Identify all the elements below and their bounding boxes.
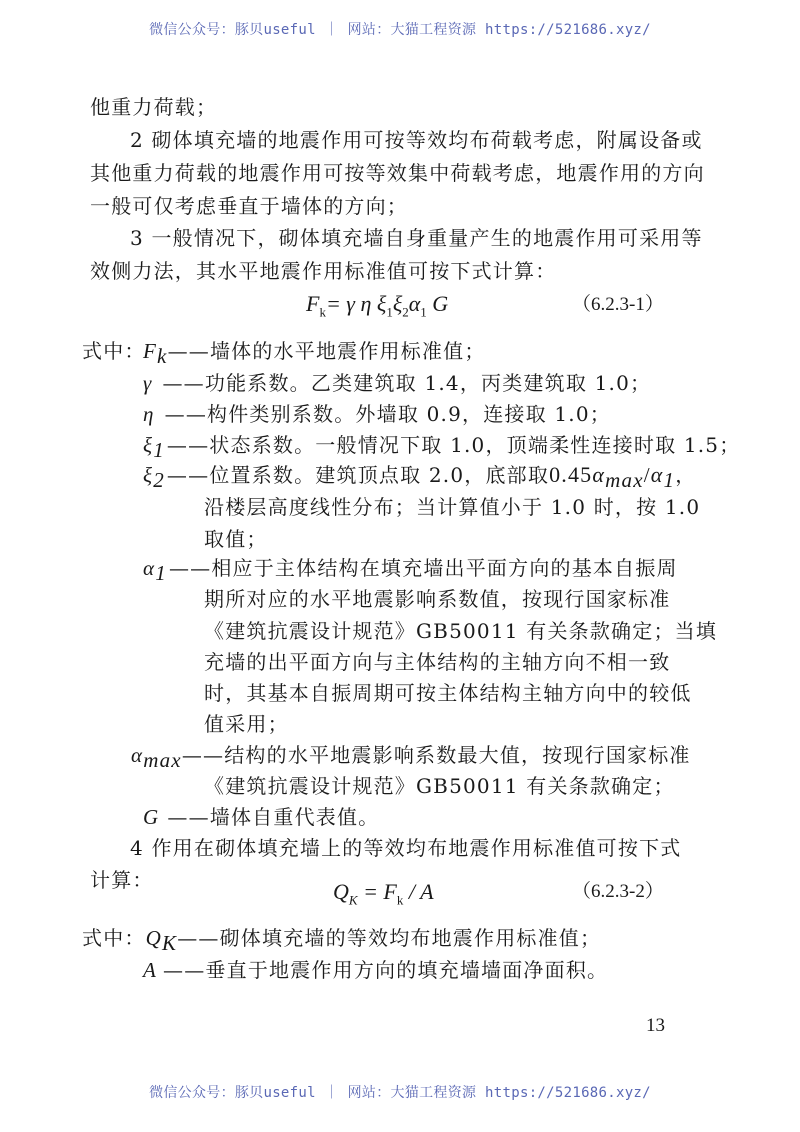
formula-subscript: k bbox=[396, 892, 404, 908]
definition-line bbox=[131, 743, 691, 772]
definition-text: ——功能系数。乙类建筑取 1.4，丙类建筑取 1.0； bbox=[162, 371, 652, 395]
watermark-link[interactable]: https://521686.xyz/ bbox=[485, 22, 651, 38]
where-prefix: 式中： bbox=[82, 926, 146, 950]
definition-text: ——位置系数。建筑顶点取 2.0，底部取 bbox=[166, 463, 550, 487]
definition-symbol: ξ bbox=[143, 463, 154, 487]
definition-subscript: 1 bbox=[663, 468, 676, 492]
definition-continuation: 《建筑抗震设计规范》GB50011 有关条款确定；当填 bbox=[204, 619, 718, 643]
equation-number: （6.2.3-2） bbox=[572, 881, 664, 902]
formula-subscript: K bbox=[348, 892, 358, 908]
definition-symbol: α bbox=[592, 462, 606, 487]
definition-continuation: 充墙的出平面方向与主体结构的主轴方向不相一致 bbox=[204, 650, 671, 674]
definition-text: ——相应于主体结构在填充墙出平面方向的基本自振周 bbox=[168, 556, 678, 580]
watermark-link[interactable]: https://521686.xyz/ bbox=[485, 1085, 651, 1101]
definition-continuation: 取值； bbox=[204, 527, 268, 551]
watermark-text: 微信公众号：豚贝useful ｜ 网站：大猫工程资源 bbox=[149, 22, 486, 38]
definition-text: ——砌体填充墙的等效均布地震作用标准值； bbox=[177, 926, 602, 950]
definition-symbol: γ bbox=[143, 371, 153, 395]
text-line: 其他重力荷载的地震作用可按等效集中荷载考虑，地震作用的方向 bbox=[90, 161, 705, 185]
formula-symbol: = F bbox=[357, 879, 397, 904]
definition-symbol: G bbox=[143, 805, 160, 829]
formula-symbol: = γ η ξ bbox=[325, 291, 387, 316]
where-prefix: 式中： bbox=[82, 339, 146, 363]
definition-continuation: 期所对应的水平地震影响系数值，按现行国家标准 bbox=[204, 587, 671, 611]
text-line: 一般可仅考虑垂直于墙体的方向； bbox=[90, 194, 408, 218]
definition-symbol: Q bbox=[145, 926, 162, 950]
text-line: 计算： bbox=[90, 868, 154, 892]
definition-subscript: 1 bbox=[155, 561, 167, 585]
definition-symbol: η bbox=[143, 402, 155, 426]
definition-line bbox=[143, 371, 651, 395]
formula-subscript: k bbox=[319, 304, 326, 320]
text-line: 效侧力法，其水平地震作用标准值可按下式计算： bbox=[90, 259, 557, 283]
formula-symbol: Q bbox=[333, 879, 349, 904]
definition-symbol: α bbox=[143, 556, 156, 580]
equation-number: （6.2.3-1） bbox=[572, 294, 664, 315]
definition-subscript: 2 bbox=[153, 468, 165, 492]
definition-continuation: 沿楼层高度线性分布；当计算值小于 1.0 时，按 1.0 bbox=[204, 495, 701, 519]
watermark-top bbox=[0, 19, 800, 39]
definition-line bbox=[143, 556, 678, 585]
definition-subscript: K bbox=[161, 931, 178, 955]
formula-symbol: / A bbox=[403, 879, 434, 904]
definition-symbol: / bbox=[643, 463, 651, 487]
definition-line bbox=[143, 433, 740, 462]
definition-line bbox=[143, 402, 611, 426]
definition-symbol: F bbox=[143, 339, 158, 363]
definition-symbol: α bbox=[650, 462, 664, 487]
watermark-text: 微信公众号：豚贝useful ｜ 网站：大猫工程资源 bbox=[149, 1085, 486, 1101]
formula-symbol: G bbox=[426, 291, 449, 316]
text-line: 4 作用在砌体填充墙上的等效均布地震作用标准值可按下式 bbox=[130, 836, 682, 860]
definition-line bbox=[82, 926, 601, 955]
watermark-bottom bbox=[0, 1082, 800, 1102]
definition-text: ——构件类别系数。外墙取 0.9，连接取 1.0； bbox=[164, 402, 611, 426]
definition-line bbox=[143, 463, 696, 492]
definition-line bbox=[143, 339, 486, 368]
definition-text: ——墙体的水平地震作用标准值； bbox=[167, 339, 486, 363]
definition-text: ——状态系数。一般情况下取 1.0，顶端柔性连接时取 1.5； bbox=[166, 433, 741, 457]
definition-value: 0.45 bbox=[549, 462, 593, 487]
definition-symbol: A bbox=[143, 958, 158, 982]
definition-subscript: 1 bbox=[153, 438, 165, 462]
definition-symbol: ξ bbox=[143, 433, 154, 457]
definition-text: ——垂直于地震作用方向的填充墙墙面净面积。 bbox=[163, 958, 609, 982]
formula-6-2-3-1 bbox=[306, 291, 448, 325]
definition-text: ， bbox=[675, 463, 697, 487]
definition-continuation: 《建筑抗震设计规范》GB50011 有关条款确定； bbox=[204, 774, 675, 798]
definition-symbol: α bbox=[131, 743, 144, 767]
formula-subscript: 1 bbox=[386, 304, 393, 320]
formula-6-2-3-2 bbox=[333, 879, 434, 913]
definition-text: ——结构的水平地震影响系数最大值，按现行国家标准 bbox=[181, 743, 691, 767]
definition-continuation: 值采用； bbox=[204, 712, 289, 736]
formula-symbol: ξ bbox=[392, 291, 403, 316]
definition-line bbox=[143, 958, 608, 982]
formula-symbol: F bbox=[306, 291, 320, 316]
formula-symbol: α bbox=[408, 291, 421, 316]
formula-subscript: 2 bbox=[402, 304, 409, 320]
definition-continuation: 时，其基本自振周期可按主体结构主轴方向中的较低 bbox=[204, 681, 692, 705]
definition-line bbox=[143, 805, 379, 829]
definition-subscript: max bbox=[143, 748, 182, 772]
definition-subscript: k bbox=[157, 344, 168, 368]
formula-subscript: 1 bbox=[420, 304, 427, 320]
text-line: 他重力荷载； bbox=[90, 95, 218, 119]
text-line: 3 一般情况下，砌体填充墙自身重量产生的地震作用可采用等 bbox=[130, 226, 703, 250]
page-number: 13 bbox=[646, 1015, 665, 1036]
text-line: 2 砌体填充墙的地震作用可按等效均布荷载考虑，附属设备或 bbox=[130, 128, 703, 152]
definition-subscript: max bbox=[605, 468, 644, 492]
definition-text: ——墙体自重代表值。 bbox=[167, 805, 380, 829]
